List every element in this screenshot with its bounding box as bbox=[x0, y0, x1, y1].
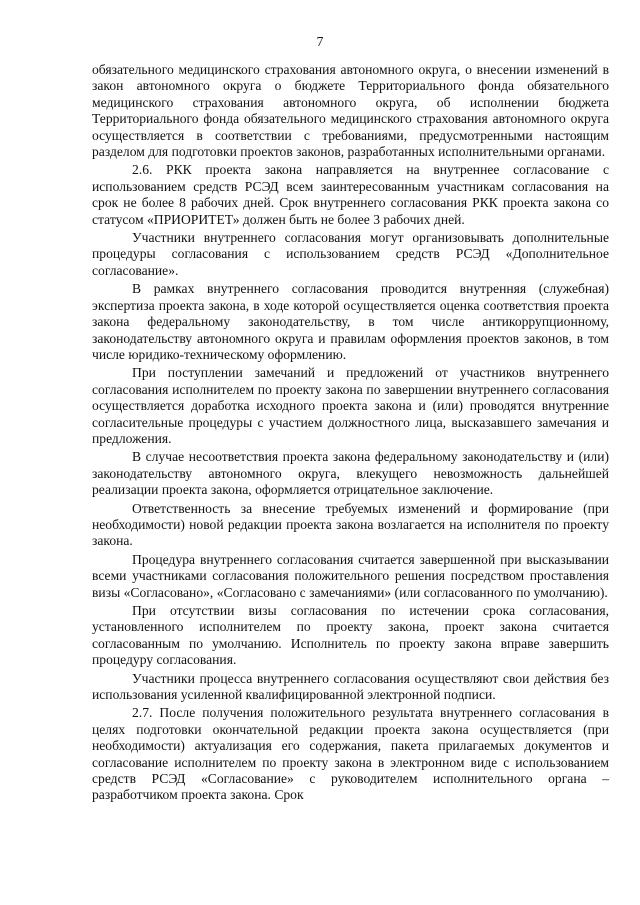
paragraph-negative-conclusion: В случае несоответствия проекта закона федеральному законодательству и (или) законодательству автономного округа, влекущего невозможность дальнейшей реализации проекта закона, оформляется отрицательное заключение. bbox=[92, 449, 609, 498]
paragraph-section-2-7: 2.7. После получения положительного результата внутреннего согласования в целях подготовки окончательной редакции проекта закона осуществляется (при необходимости) актуализация его содержания, пакета прилагаемых документов и согласование исполнителем по проекту закона в электронном виде с использованием средств РСЭД «Согласование» с руководителем исполнительного органа – разработчиком проекта закона. Срок bbox=[92, 705, 609, 803]
paragraph-continuation: обязательного медицинского страхования автономного округа, о внесении изменений в закон автономного округа о бюджете Территориального фонда обязательного медицинского страхования автономного округа, об исполнении бюджета Территориального фонда обязательного медицинского страхования автономного округа осуществляется в соответствии с требованиями, предусмотренными настоящим разделом для подготовки проектов законов, разработанных исполнительными органами. bbox=[92, 62, 609, 160]
page-number: 7 bbox=[316, 34, 324, 49]
paragraph-no-signature: Участники процесса внутреннего согласования осуществляют свои действия без использования усиленной квалифицированной электронной подписи. bbox=[92, 670, 609, 703]
document-body bbox=[92, 62, 609, 806]
paragraph-additional-approval: Участники внутреннего согласования могут организовывать дополнительные процедуры согласования с использованием средств РСЭД «Дополнительное согласование». bbox=[92, 230, 609, 278]
paragraph-responsibility: Ответственность за внесение требуемых изменений и формирование (при необходимости) новой редакции проекта закона возлагается на исполнителя по проекту закона. bbox=[92, 500, 609, 549]
paragraph-remarks-processing: При поступлении замечаний и предложений от участников внутреннего согласования исполнителем по проекту закона по завершении внутреннего согласования осуществляется доработка исходного проекта закона и (или) проводятся внутренние согласительные процедуры с участием должностного лица, высказавшего замечания и предложения. bbox=[92, 365, 609, 446]
paragraph-section-2-6: 2.6. РКК проекта закона направляется на внутреннее согласование с использованием средств РСЭД всем заинтересованным участникам согласования на срок не более 8 рабочих дней. Срок внутреннего согласования РКК проекта закона со статусом «ПРИОРИТЕТ» должен быть не более 3 рабочих дней. bbox=[92, 162, 609, 227]
paragraph-default-approval: При отсутствии визы согласования по истечении срока согласования, установленного исполнителем по проекту закона, проект закона считается согласованным по умолчанию. Исполнитель по проекту закона вправе завершить процедуру согласования. bbox=[92, 603, 609, 668]
paragraph-procedure-completion: Процедура внутреннего согласования считается завершенной при высказывании всеми участниками согласования положительного решения посредством проставления визы «Согласовано», «Согласовано с замечаниями» (или согласованного по умолчанию). bbox=[92, 551, 609, 600]
paragraph-internal-expertise: В рамках внутреннего согласования проводится внутренняя (служебная) экспертиза проекта закона, в ходе которой осуществляется оценка соответствия проекта закона федеральному законодательству, в том числе антикоррупционному, законодательству автономного округа и правилам оформления проектов законов, в том числе юридико-техническому оформлению. bbox=[92, 281, 609, 362]
